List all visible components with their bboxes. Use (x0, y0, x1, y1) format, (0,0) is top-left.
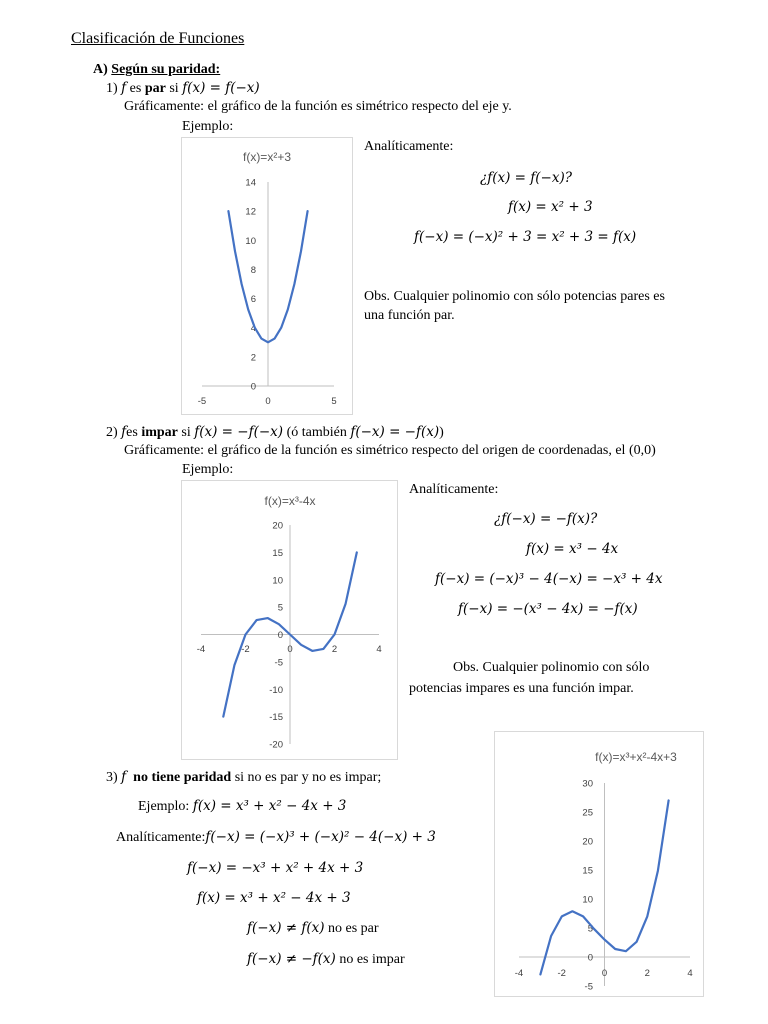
chart-neither-svg (495, 732, 703, 996)
chart-odd-svg (182, 481, 397, 759)
analytic-formula: f(−x) = (−x)³ + (−x)² − 4(−x) + 3 (205, 829, 436, 845)
item-1-graph-text: Gráficamente: el gráfico de la función es simétrico respecto del eje y. (124, 99, 512, 114)
item-3-definition (106, 768, 381, 787)
item-1-obs-line2: una función par. (364, 308, 455, 323)
item-3-eq-f-minus-x: f(−x) = −x³ + x² + 4x + 3 (187, 860, 364, 876)
x-tick-label: 2 (331, 644, 338, 655)
keyword-par: par (144, 81, 166, 96)
condition-alt-formula: f(−x) = −f(x) (350, 424, 440, 440)
y-tick-label: -15 (269, 712, 283, 724)
y-tick-label: 2 (250, 352, 256, 364)
condition-formula: f(x) = f(−x) (182, 80, 260, 96)
item-1-definition (106, 79, 260, 98)
chart-title: f(x)=x³+x²-4x+3 (595, 750, 677, 764)
item-number: 3) (106, 770, 118, 785)
chart-even-svg (182, 138, 352, 414)
text-es: es (126, 425, 142, 440)
section-heading-text: Según su paridad: (111, 62, 221, 77)
example-label: Ejemplo: (138, 799, 193, 814)
not-odd-formula: f(−x) ≠ −f(x) (247, 951, 336, 967)
y-tick-label: -10 (269, 684, 283, 696)
not-even-formula: f(−x) ≠ f(x) (247, 920, 325, 936)
math-f: f (121, 80, 127, 96)
item-3-example (138, 797, 346, 816)
y-tick-label: 10 (245, 235, 256, 247)
text-es: es (126, 81, 145, 96)
not-even-text: no es par (324, 921, 379, 936)
y-tick-label: 0 (587, 952, 593, 964)
item-2-eq-proof: f(−x) = (−x)³ − 4(−x) = −x³ + 4x (435, 571, 663, 587)
chart-neither-function (494, 731, 704, 997)
page-title: Clasificación de Funciones (71, 30, 245, 47)
y-tick-label: 5 (277, 602, 283, 614)
keyword-impar: impar (141, 425, 178, 440)
y-tick-label: -5 (584, 981, 593, 993)
y-tick-label: 15 (272, 547, 283, 559)
x-tick-label: 0 (265, 396, 271, 407)
item-1-eq-def: f(x) = x² + 3 (508, 199, 593, 215)
item-number: 2) (106, 425, 118, 440)
item-3-analytic (116, 828, 436, 847)
y-tick-label: 20 (272, 520, 283, 532)
item-1-eq-question: ¿f(x) = f(−x)? (480, 170, 572, 186)
item-1-eq-proof: f(−x) = (−x)² + 3 = x² + 3 = f(x) (414, 229, 637, 245)
chart-even-function (181, 137, 353, 415)
y-tick-label: 15 (582, 865, 593, 877)
x-tick-label: 2 (644, 968, 650, 979)
y-tick-label: -20 (269, 739, 283, 751)
keyword-no-paridad: no tiene paridad (133, 770, 232, 785)
y-tick-label: 14 (245, 177, 256, 189)
x-tick-label: -4 (514, 968, 524, 979)
item-2-example-label: Ejemplo: (182, 462, 234, 477)
math-f: f (121, 769, 127, 785)
condition-formula: f(x) = −f(−x) (194, 424, 284, 440)
section-marker: A) (93, 62, 108, 77)
chart-title: f(x)=x³-4x (264, 494, 316, 508)
not-odd-text: no es impar (335, 952, 405, 967)
y-tick-label: 0 (277, 630, 283, 641)
y-tick-label: 20 (582, 836, 593, 848)
item-2-eq-question: ¿f(−x) = −f(x)? (494, 511, 598, 527)
text-rest: si no es par y no es impar; (231, 770, 382, 785)
x-tick-label: 0 (287, 644, 293, 655)
y-tick-label: 8 (250, 264, 256, 276)
item-2-analytic-label: Analíticamente: (409, 482, 499, 497)
item-2-eq-conclusion: f(−x) = −(x³ − 4x) = −f(x) (458, 601, 638, 617)
chart-odd-function (181, 480, 398, 760)
item-1-example-label: Ejemplo: (182, 119, 234, 134)
y-tick-label: -5 (274, 657, 283, 669)
y-tick-label: 10 (582, 894, 593, 906)
item-3-eq-f-x: f(x) = x³ + x² − 4x + 3 (197, 890, 351, 906)
x-tick-label: -2 (557, 968, 566, 979)
x-tick-label: -2 (241, 644, 250, 655)
math-f: f (121, 424, 127, 440)
item-1-analytic-label: Analíticamente: (364, 139, 454, 154)
x-tick-label: -5 (197, 396, 207, 407)
example-formula: f(x) = x³ + x² − 4x + 3 (192, 798, 347, 814)
item-number: 1) (106, 81, 118, 96)
x-tick-label: 4 (687, 968, 693, 979)
item-3-not-odd (247, 950, 405, 969)
y-tick-label: 12 (245, 206, 256, 218)
y-tick-label: 10 (272, 575, 283, 587)
analytic-label: Analíticamente: (116, 830, 206, 845)
item-2-definition (106, 423, 444, 442)
y-tick-label: 6 (250, 294, 256, 306)
item-3-not-even (247, 919, 379, 938)
section-a-heading (93, 61, 220, 79)
item-2-obs-line1: Obs. Cualquier polinomio con sólo (453, 660, 650, 675)
text-si: si (177, 425, 195, 440)
y-tick-label: 0 (250, 381, 256, 393)
item-1-obs-line1: Obs. Cualquier polinomio con sólo potencias pares es (364, 289, 665, 304)
x-tick-label: 5 (331, 396, 337, 407)
x-tick-label: 4 (376, 644, 382, 655)
x-tick-label: -4 (196, 644, 206, 655)
y-tick-label: 4 (250, 323, 256, 335)
y-tick-label: 25 (582, 807, 593, 819)
y-tick-label: 5 (587, 923, 593, 935)
item-2-eq-def: f(x) = x³ − 4x (526, 541, 619, 557)
y-tick-label: 30 (582, 778, 593, 790)
item-2-graph-text: Gráficamente: el gráfico de la función es simétrico respecto del origen de coordenadas, el (0,0) (124, 443, 656, 458)
text-also: (ó también (283, 425, 351, 440)
item-2-obs-line2: potencias impares es una función impar. (409, 681, 634, 696)
text-close-paren: ) (439, 425, 444, 440)
chart-title: f(x)=x²+3 (242, 150, 292, 164)
text-si: si (165, 81, 183, 96)
x-tick-label: 0 (601, 968, 608, 979)
